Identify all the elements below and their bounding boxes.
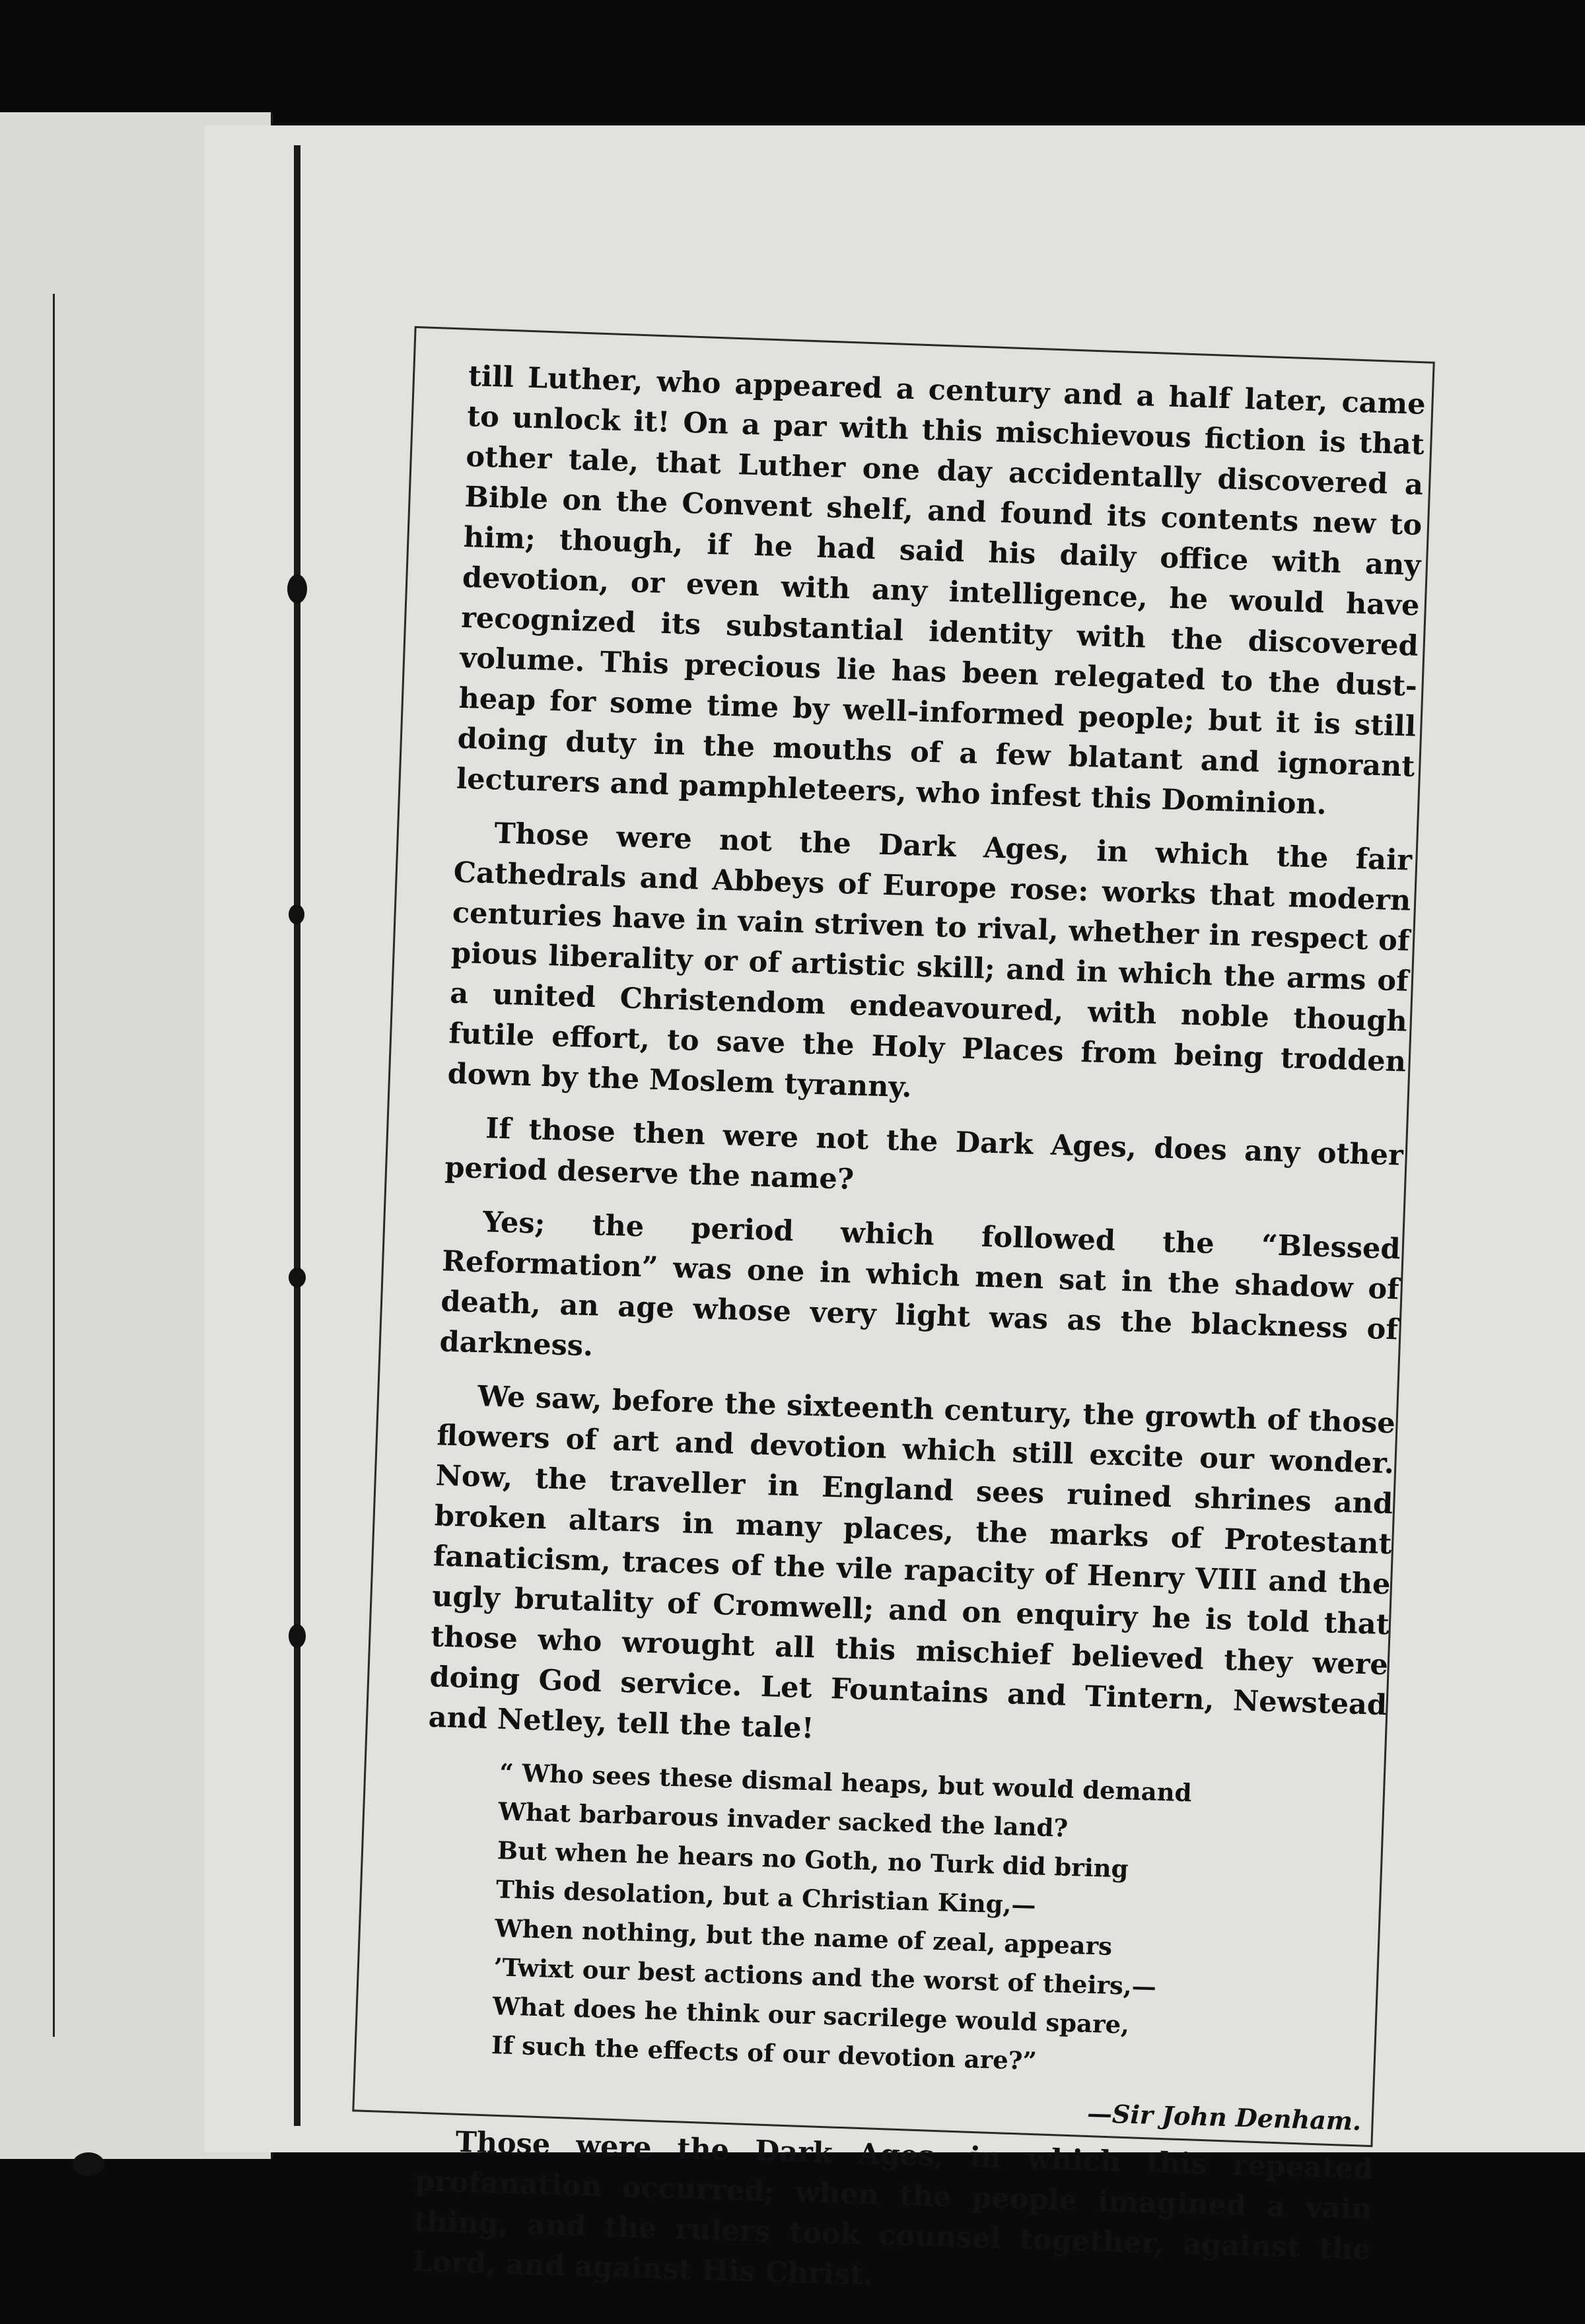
poem-attribution: —Sir John Denham.	[1086, 2098, 1362, 2136]
poem-line: If such the effects of our devotion are?”	[491, 2030, 1038, 2076]
paragraph: Those were not the Dark Ages, in which the fair Cathedrals and Abbeys of Europe rose: works that modern centuries have in vain striven to rival, whether in respect of pious liberality or of artistic skill; and in which the arms of a united Christendom endeavoured, with noble though futile effort, to save the Holy Places from being trodden down by the Moslem tyranny.	[447, 817, 1413, 1105]
poem-line: ’Twixt our best actions and the worst of theirs,—	[493, 1952, 1157, 2001]
left-page-border	[0, 294, 55, 2037]
closing-paragraph: Those were the Dark Ages, in which this repeated profanation occurred; when the people imagined a vain thing, and the rulers took counsel together, against the Lord, and against His Christ.	[411, 2125, 1374, 2292]
binding-stitch	[289, 1624, 306, 1648]
poem-line: “ Who sees these dismal heaps, but would demand	[499, 1758, 1193, 1808]
poem-line: This desolation, but a Christian King,—	[495, 1874, 1037, 1920]
paragraph: till Luther, who appeared a century and a half later, came to unlock it! On a par with this mischievous fiction is that other tale, that Luther one day accidentally discovered a Bible on the Convent shelf, and found its contents new to him; though, if he had said his daily office with any devotion, or even with any intelligence, he would have recognized its substantial identity with the discovered volume. This precious lie has been relegated to the dust-heap for some time by well-informed people; but it is still doing duty in the mouths of a few blatant and ignorant lecturers and pamphleteers, who infest this Dominion.	[456, 359, 1426, 821]
binding-stitch	[289, 1268, 306, 1287]
paragraph: Yes; the period which followed the “Blessed Reformation” was one in which men sat in the shadow of death, an age whose very light was as the blackness of darkness.	[439, 1206, 1401, 1363]
binding-stitch	[287, 574, 307, 603]
paragraph: We saw, before the sixteenth century, the growth of those flowers of art and devotion which still excite our wonder. Now, the traveller in England sees ruined shrines and broken altars in many places, the marks of Protestant fanaticism, traces of the vile rapacity of Henry VIII and the ugly brutality of Cromwell; and on enquiry he is told that those who wrought all this mischief believed they were doing God service. Let Fountains and Tintern, Newstead and Netley, tell the tale!	[428, 1380, 1396, 1746]
binding-stitch	[289, 905, 304, 924]
paragraph: If those then were not the Dark Ages, does any other period deserve the name?	[444, 1112, 1404, 1196]
poem-line: What barbarous invader sacked the land?	[498, 1796, 1069, 1843]
page-spine	[294, 145, 300, 2126]
poem-quotation	[491, 1753, 1384, 2091]
poem-line: But when he hears no Goth, no Turk did bring	[497, 1835, 1129, 1884]
poem-line: When nothing, but the name of zeal, appears	[494, 1913, 1113, 1961]
poem-line: What does he think our sacrilege would spare,	[492, 1991, 1130, 2039]
ink-blot	[73, 2152, 104, 2176]
page-text	[411, 357, 1426, 2324]
